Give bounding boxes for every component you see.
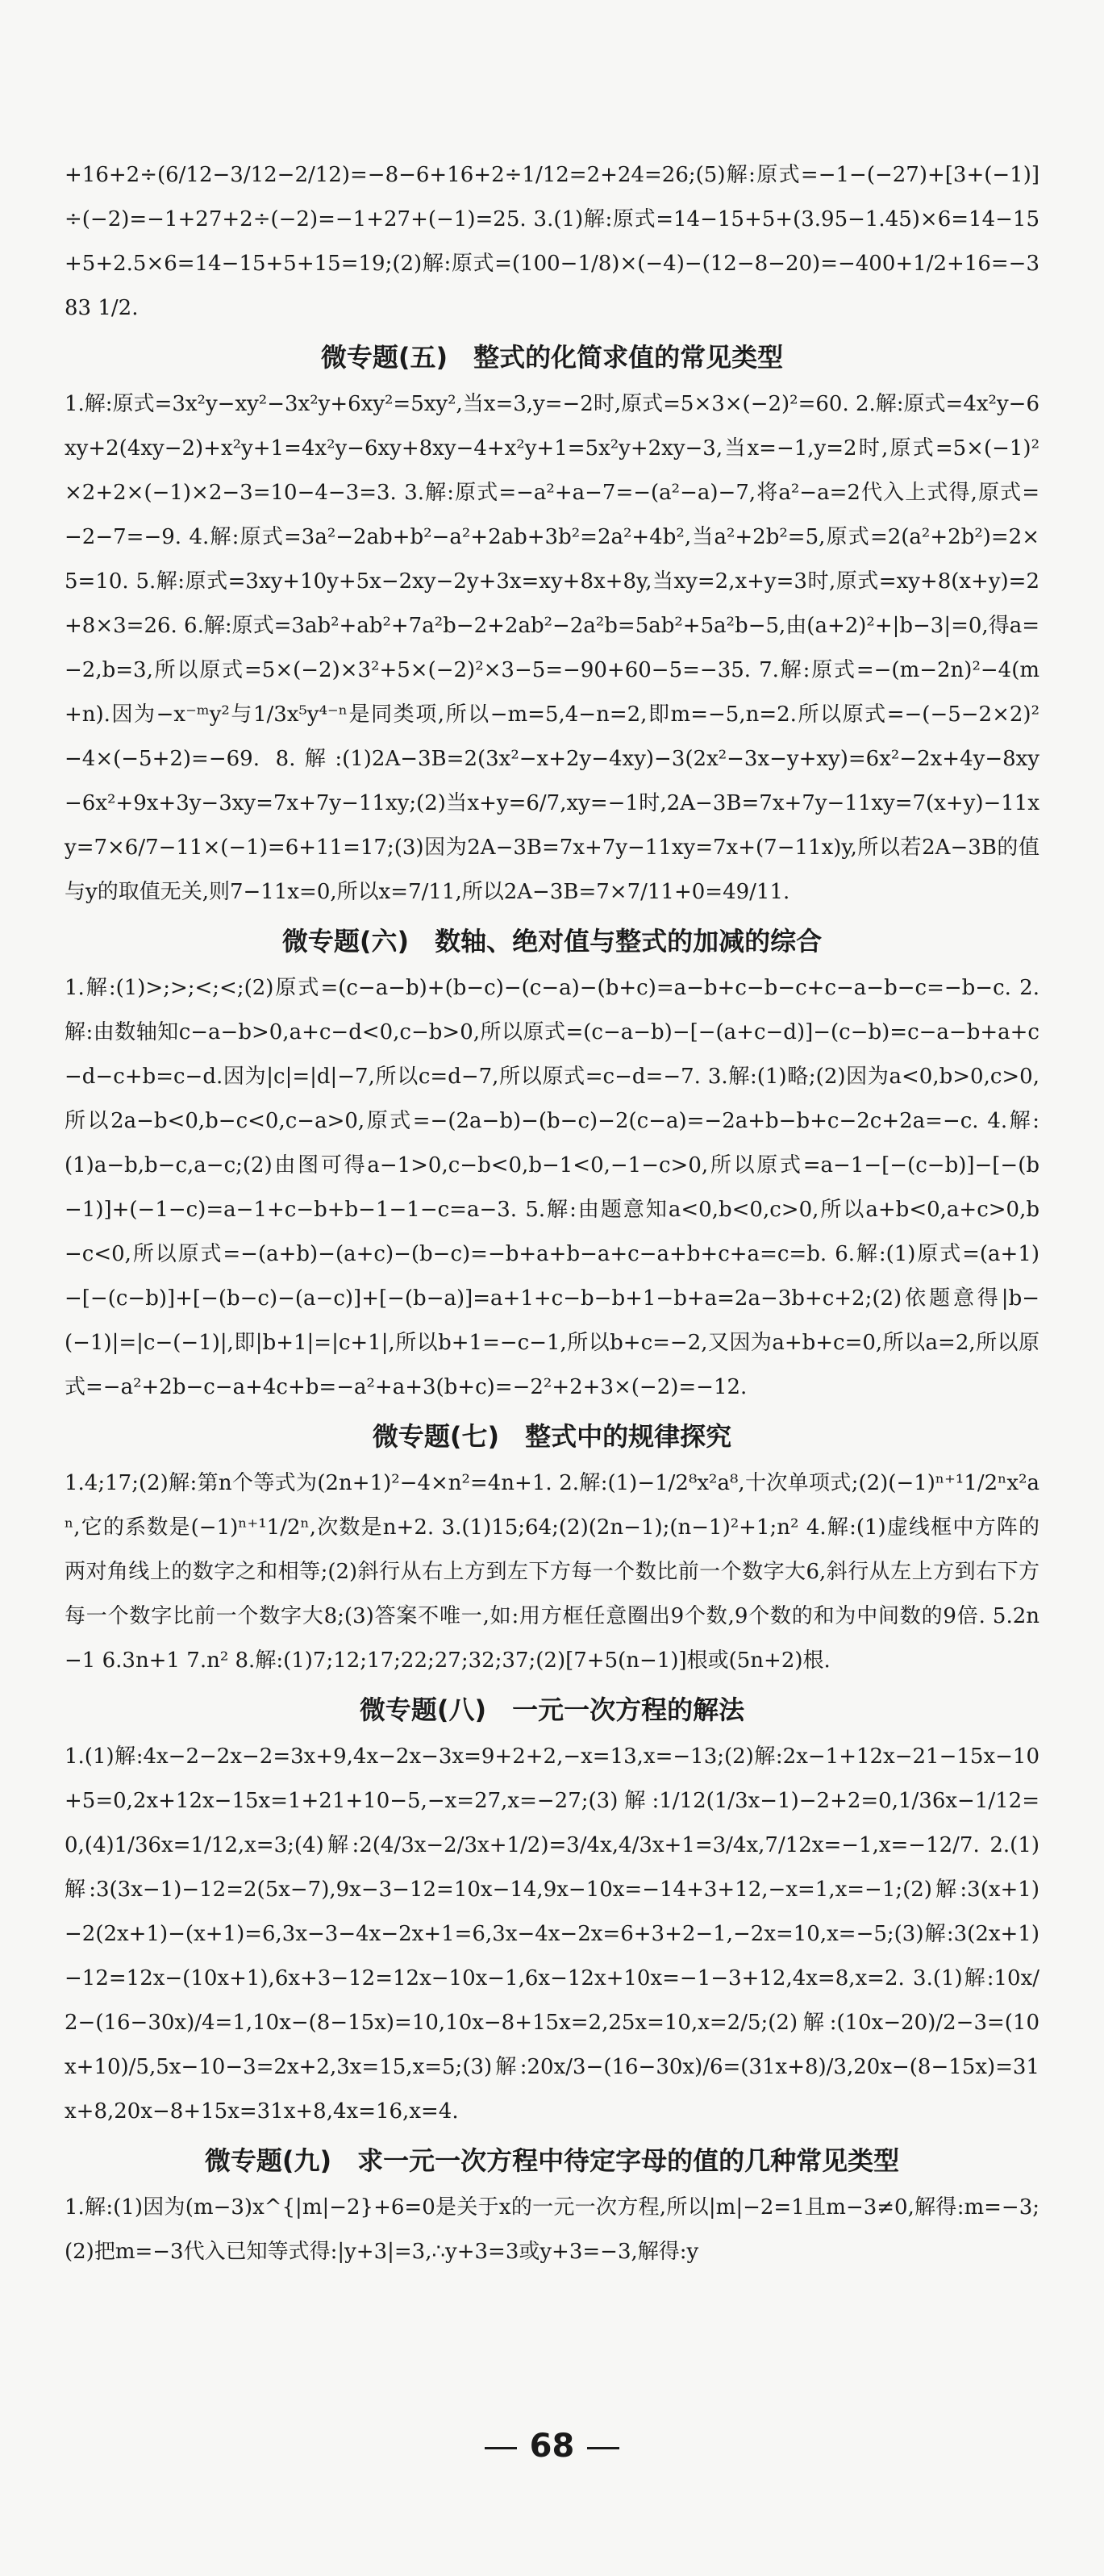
section-title: 微专题(九) 求一元一次方程中待定字母的值的几种常见类型 <box>204 2145 900 2176</box>
page-number-right-rule <box>587 2447 619 2449</box>
page-number-text: 68 <box>529 2428 575 2465</box>
section-title: 微专题(七) 整式中的规律探究 <box>372 1421 732 1452</box>
section-8 <box>65 1686 1039 2134</box>
section-9 <box>65 2137 1039 2274</box>
section-5 <box>65 334 1039 915</box>
section-title: 微专题(六) 数轴、绝对值与整式的加减的综合 <box>281 926 823 957</box>
section-6 <box>65 918 1039 1410</box>
continuation-paragraph: +16+2÷(6/12−3/12−2/12)=−8−6+16+2÷1/12=2+24=26;(5)解:原式=−1−(−27)+[3+(−1)]÷(−2)=−1+27+2÷(−2)=−1+27+(−1)=25. 3.(1)解:原式=14−15+5+(3.95−1.45)×6=14−15+5+2.5×6=14−15+5+15=19;(2)解:原式=(100−1/8)×(−4)−(12−8−20)=−400+1/2+16=−383 1/2. <box>65 163 1039 320</box>
section-body: 1.解:(1)因为(m−3)x^{|m|−2}+6=0是关于x的一元一次方程,所以|m|−2=1且m−3≠0,解得:m=−3;(2)把m=−3代入已知等式得:|y+3|=3,∴y+3=3或y+3=−3,解得:y <box>65 2195 1039 2264</box>
section-body: 1.(1)解:4x−2−2x−2=3x+9,4x−2x−3x=9+2+2,−x=13,x=−13;(2)解:2x−1+12x−21−15x−10+5=0,2x+12x−15x=1+21+10−5,−x=27,x=−27;(3)解:1/12(1/3x−1)−2+2=0,1/36x−1/12=0,(4)1/36x=1/12,x=3;(4)解:2(4/3x−2/3x+1/2)=3/4x,4/3x+1=3/4x,7/12x=−1,x=−12/7. 2.(1)解:3(3x−1)−12=2(5x−7),9x−3−12=10x−14,9x−10x=−14+3+12,−x=1,x=−1;(2)解:3(x+1)−2(2x+1)−(x+1)=6,3x−3−4x−2x+1=6,3x−4x−2x=6+3+2−1,−2x=10,x=−5;(3)解:3(2x+1)−12=12x−(10x+1),6x+3−12=12x−10x−1,6x−12x+10x=−1−3+12,4x=8,x=2. 3.(1)解:10x/2−(16−30x)/4=1,10x−(8−15x)=10,10x−8+15x=2,25x=10,x=2/5;(2)解:(10x−20)/2−3=(10x+10)/5,5x−10−3=2x+2,3x=15,x=5;(3)解:20x/3−(16−30x)/6=(31x+8)/3,20x−(8−15x)=31x+8,20x−8+15x=31x+8,4x=16,x=4. <box>65 1744 1039 2124</box>
section-body: 1.4;17;(2)解:第n个等式为(2n+1)²−4×n²=4n+1. 2.解:(1)−1/2⁸x²a⁸,十次单项式;(2)(−1)ⁿ⁺¹1/2ⁿx²aⁿ,它的系数是(−1)ⁿ⁺¹1/2ⁿ,次数是n+2. 3.(1)15;64;(2)(2n−1);(n−1)²+1;n² 4.解:(1)虚线框中方阵的两对角线上的数字之和相等;(2)斜行从右上方到左下方每一个数比前一个数字大6,斜行从左上方到右下方每一个数字比前一个数字大8;(3)答案不唯一,如:用方框任意圈出9个数,9个数的和为中间数的9倍. 5.2n−1 6.3n+1 7.n² 8.解:(1)7;12;17;22;27;32;37;(2)[7+5(n−1)]根或(5n+2)根. <box>65 1471 1039 1673</box>
section-body: 1.解:(1)>;>;<;<;(2)原式=(c−a−b)+(b−c)−(c−a)−(b+c)=a−b+c−b−c+c−a−b−c=−b−c. 2.解:由数轴知c−a−b>0,a+c−d<0,c−b>0,所以原式=(c−a−b)−[−(a+c−d)]−(c−b)=c−a−b+a+c−d−c+b=c−d.因为|c|=|d|−7,所以c=d−7,所以原式=c−d=−7. 3.解:(1)略;(2)因为a<0,b>0,c>0,所以2a−b<0,b−c<0,c−a>0,原式=−(2a−b)−(b−c)−2(c−a)=−2a+b−b+c−2c+2a=−c. 4.解:(1)a−b,b−c,a−c;(2)由图可得a−1>0,c−b<0,b−1<0,−1−c>0,所以原式=a−1−[−(c−b)]−[−(b−1)]+(−1−c)=a−1+c−b+b−1−1−c=a−3. 5.解:由题意知a<0,b<0,c>0,所以a+b<0,a+c>0,b−c<0,所以原式=−(a+b)−(a+c)−(b−c)=−b+a+b−a+c−a+b+c+a=c=b. 6.解:(1)原式=(a+1)−[−(c−b)]+[−(b−c)−(a−c)]+[−(b−a)]=a+1+c−b−b+1−b+a=2a−3b+c+2;(2)依题意得|b−(−1)|=|c−(−1)|,即|b+1|=|c+1|,所以b+1=−c−1,所以b+c=−2,又因为a+b+c=0,所以a=2,所以原式=−a²+2b−c−a+4c+b=−a²+a+3(b+c)=−2²+2+3×(−2)=−12. <box>65 976 1039 1399</box>
page-number <box>0 2428 1104 2465</box>
section-title: 微专题(八) 一元一次方程的解法 <box>359 1694 745 1725</box>
section-body: 1.解:原式=3x²y−xy²−3x²y+6xy²=5xy²,当x=3,y=−2时,原式=5×3×(−2)²=60. 2.解:原式=4x²y−6xy+2(4xy−2)+x²y+1=4x²y−6xy+8xy−4+x²y+1=5x²y+2xy−3,当x=−1,y=2时,原式=5×(−1)²×2+2×(−1)×2−3=10−4−3=3. 3.解:原式=−a²+a−7=−(a²−a)−7,将a²−a=2代入上式得,原式=−2−7=−9. 4.解:原式=3a²−2ab+b²−a²+2ab+3b²=2a²+4b²,当a²+2b²=5,原式=2(a²+2b²)=2×5=10. 5.解:原式=3xy+10y+5x−2xy−2y+3x=xy+8x+8y,当xy=2,x+y=3时,原式=xy+8(x+y)=2+8×3=26. 6.解:原式=3ab²+ab²+7a²b−2+2ab²−2a²b=5ab²+5a²b−5,由(a+2)²+|b−3|=0,得a=−2,b=3,所以原式=5×(−2)×3²+5×(−2)²×3−5=−90+60−5=−35. 7.解:原式=−(m−2n)²−4(m+n).因为−x⁻ᵐy²与1/3x⁵y⁴⁻ⁿ是同类项,所以−m=5,4−n=2,即m=−5,n=2.所以原式=−(−5−2×2)²−4×(−5+2)=−69. 8.解:(1)2A−3B=2(3x²−x+2y−4xy)−3(2x²−3x−y+xy)=6x²−2x+4y−8xy−6x²+9x+3y−3xy=7x+7y−11xy;(2)当x+y=6/7,xy=−1时,2A−3B=7x+7y−11xy=7(x+y)−11xy=7×6/7−11×(−1)=6+11=17;(3)因为2A−3B=7x+7y−11xy=7x+(7−11x)y,所以若2A−3B的值与y的取值无关,则7−11x=0,所以x=7/11,所以2A−3B=7×7/11+0=49/11. <box>65 392 1039 904</box>
section-title: 微专题(五) 整式的化简求值的常见类型 <box>320 342 784 373</box>
section-7 <box>65 1413 1039 1683</box>
page-number-left-rule <box>485 2447 517 2449</box>
